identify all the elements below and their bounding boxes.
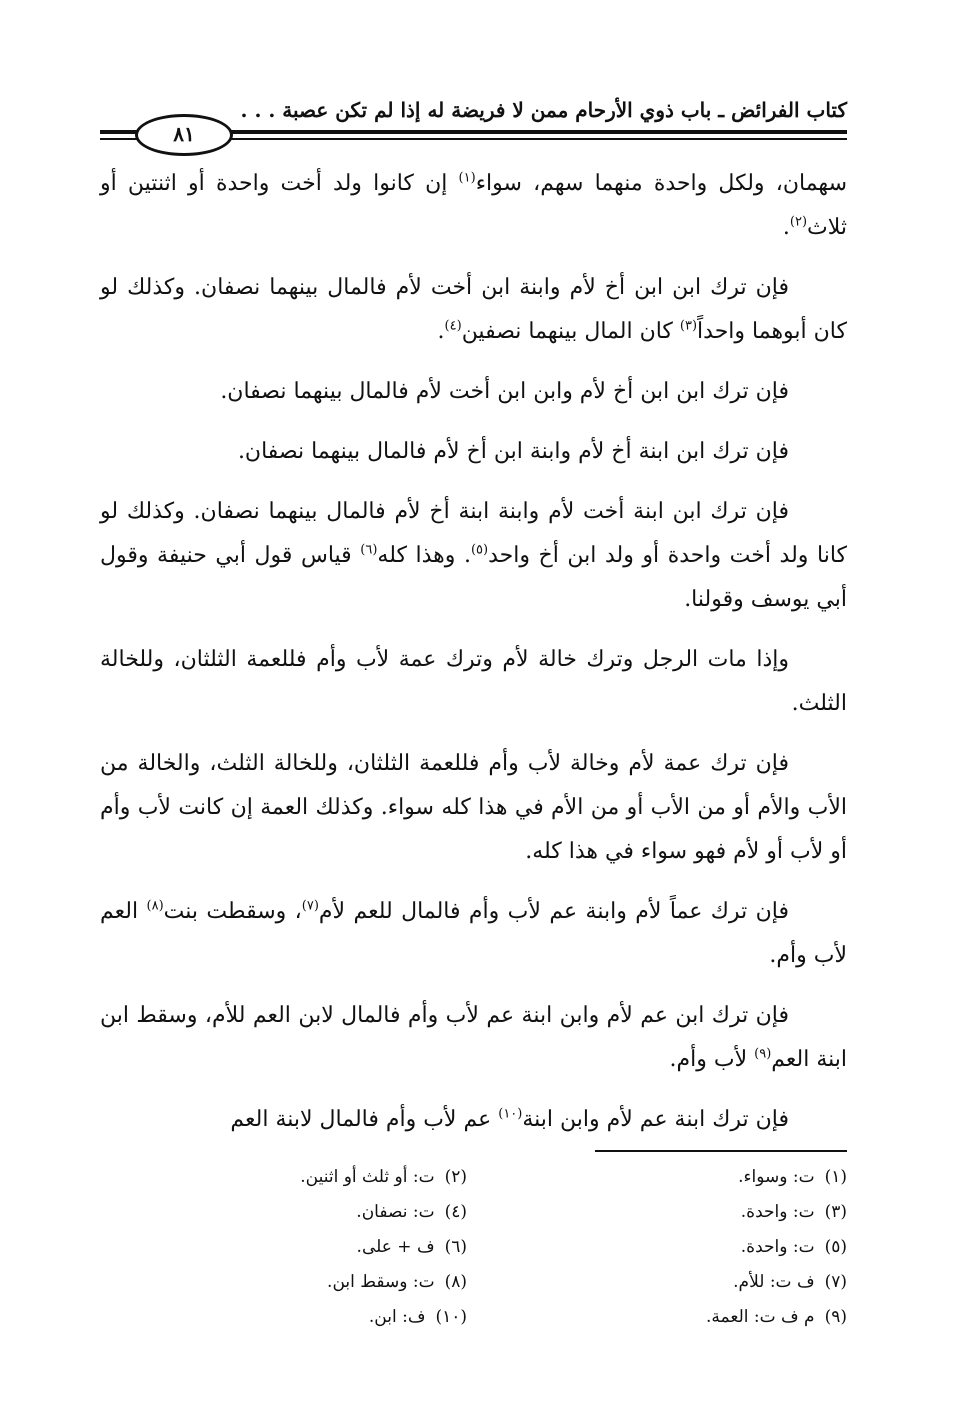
footnote-text: ت: وسواء. [738, 1167, 815, 1187]
body-text [100, 162, 847, 1158]
footnote-text: ت: واحدة. [740, 1202, 815, 1222]
footnote-number: (٧) [824, 1272, 847, 1292]
paragraph [100, 994, 847, 1082]
text-run: العم لأب وأم. [100, 899, 847, 968]
footnote-ref: (٣) [679, 318, 698, 334]
footnote-number: (٨) [444, 1272, 467, 1292]
text-run: فإن ترك ابن ابن أخ لأم وابنة ابن أخت لأم فالمال بينهما نصفان. وكذلك لو كان أبوهما واحداً [100, 275, 847, 344]
paragraph [100, 742, 847, 874]
footnote-number: (٦) [444, 1237, 467, 1257]
footnote-ref: (٨) [146, 898, 164, 914]
text-run: فإن ترك عماً لأم وابنة عم لأب وأم فالمال للعم لأم [318, 899, 789, 924]
footnote-text: ت: وسقط ابن. [327, 1272, 435, 1292]
footnote-ref: (١٠) [498, 1106, 523, 1122]
footnote-number: (١٠) [435, 1307, 467, 1327]
paragraph [100, 890, 847, 978]
footnote-number: (٥) [824, 1237, 847, 1257]
text-run: فإن ترك ابن ابنة أخت لأم وابنة ابنة أخ لأم فالمال بينهما نصفان. وكذلك لو كانا ولد أخت واحدة أو ولد ابن أخ واحد [100, 499, 847, 568]
running-title: كتاب الفرائض ـ باب ذوي الأرحام ممن لا فريضة له إذا لم تكن عصبة . . . [240, 98, 847, 122]
text-run: ، وسقطت بنت [163, 899, 302, 924]
footnote-text: ف ت: للأم. [733, 1272, 815, 1292]
text-run: . [437, 319, 445, 344]
text-run: فإن ترك ابن عم لأم وابن ابنة عم لأب وأم فالمال لابن العم للأم، وسقط ابن ابنة العم [100, 1003, 847, 1072]
footnote-number: (٤) [444, 1202, 467, 1222]
footnote-number: (٩) [824, 1307, 847, 1327]
footnote-ref: (١) [458, 170, 476, 186]
footnote [127, 1230, 467, 1265]
footnote [507, 1160, 847, 1195]
footnote [127, 1265, 467, 1300]
footnote [127, 1300, 467, 1335]
text-run: لأب وأم. [669, 1047, 755, 1072]
footnote [507, 1300, 847, 1335]
paragraph [100, 638, 847, 726]
paragraph [100, 490, 847, 622]
footnote-text: ت: نصفان. [356, 1202, 435, 1222]
text-run: فإن ترك عمة لأم وخالة لأب وأم فللعمة الثلثان، وللخالة الثلث، والخالة من الأب والأم أو من الأب أو من الأم في هذا كله سواء. وكذلك العمة إن كانت لأب وأم أو لأب أو لأم فهو سواء في هذا كله. [100, 751, 847, 864]
footnote-ref: (٩) [754, 1046, 772, 1062]
footnote-ref: (٢) [789, 214, 808, 230]
text-run: وإذا مات الرجل وترك خالة لأم وترك عمة لأب وأم فللعمة الثلثان، وللخالة الثلث. [100, 647, 847, 716]
text-run: كان المال بينهما نصفين [461, 319, 680, 344]
footnote-text: ف + على. [356, 1237, 435, 1257]
paragraph [100, 430, 847, 474]
footnote-ref: (٦) [360, 542, 378, 558]
text-run: قياس قول أبي حنيفة وقول أبي يوسف وقولنا. [100, 543, 847, 612]
text-run: فإن ترك ابن ابن أخ لأم وابن ابن أخت لأم فالمال بينهما نصفان. [220, 379, 789, 404]
page-number: ٨١ [135, 114, 233, 156]
footnote-text: ف: ابن. [368, 1307, 426, 1327]
footnote-text: ت: واحدة. [740, 1237, 815, 1257]
footnote-ref: (٧) [301, 898, 319, 914]
footnote [507, 1230, 847, 1265]
footnote [127, 1195, 467, 1230]
footnotes-left-column [127, 1160, 467, 1335]
text-run: فإن ترك ابنة عم لأم وابن ابنة [522, 1107, 789, 1132]
footnote-number: (٢) [444, 1167, 467, 1187]
paragraph [100, 1098, 847, 1142]
footnote-ref: (٥) [470, 542, 489, 558]
footnote-rule [595, 1150, 847, 1152]
footnote [127, 1160, 467, 1195]
text-run: . وهذا كله [377, 543, 471, 568]
paragraph [100, 370, 847, 414]
footnote [507, 1265, 847, 1300]
paragraph [100, 266, 847, 354]
text-run: سهمان، ولكل واحدة منهما سهم، سواء [475, 171, 847, 196]
paragraph [100, 162, 847, 250]
text-run: عم لأب وأم فالمال لابنة العم [230, 1107, 499, 1132]
footnotes-right-column [507, 1160, 847, 1335]
text-run: إن كانوا ولد أخت واحدة أو اثنتين أو ثلاث [100, 171, 847, 240]
footnote-ref: (٤) [444, 318, 462, 334]
text-run: . [782, 215, 790, 240]
footnote-text: ت: أو ثلث أو اثنين. [300, 1167, 435, 1187]
footnote [507, 1195, 847, 1230]
text-run: فإن ترك ابن ابنة أخ لأم وابنة ابن أخ لأم فالمال بينهما نصفان. [237, 439, 789, 464]
footnote-text: م ف ت: العمة. [706, 1307, 815, 1327]
footnote-number: (٣) [824, 1202, 847, 1222]
footnote-number: (١) [824, 1167, 847, 1187]
